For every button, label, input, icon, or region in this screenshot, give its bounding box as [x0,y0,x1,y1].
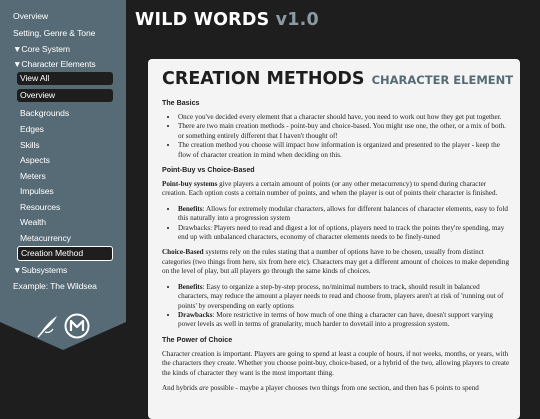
benefits-label: Benefits [178,282,203,291]
sidebar-item-overview[interactable]: Overview [13,11,49,21]
hybrid-text-b: possible - maybe a player chooses two things from one section, and then has 6 points to spend [208,383,479,392]
choice-list [162,283,511,330]
quill-logo-icon[interactable] [33,312,61,340]
page-title [162,69,513,89]
choice-paragraph [162,248,511,276]
sidebar-item-impulses[interactable]: Impulses [20,186,54,196]
sidebar-item-core-system[interactable]: ▼Core System [13,44,70,54]
list-item: • The creation method you choose will impact how information is organized and presented to the player - keep the flow of character creation in mind when deciding on this. [178,141,511,160]
hybrid-emphasis: are [199,383,209,392]
sidebar-item-creation-method[interactable]: Creation Method [17,246,113,261]
sidebar [0,0,126,405]
drawbacks-label: Drawbacks [178,310,213,319]
sidebar-item-example-wildsea[interactable]: Example: The Wildsea [13,281,97,291]
sidebar-item-view-all[interactable]: View All [17,72,113,85]
choice-text: systems rely on the rules stating that a number of options have to be chosen, usually from distinct categories (two things from here, six from here etc). Characters may get a different amount of choices to make depending on the level of play, but all players go through the same kinds of choices. [162,248,510,276]
drawbacks-text: : More restrictive in terms of how much of one thing a character can have, doesn't support varying power levels as well in terms of granularity, much harder to dovetail into a progression system. [178,310,493,329]
power-paragraph: Character creation is important. Players are going to spend at least a couple of hours, if not weeks, months, or years, with the characters they create. Whether you choose point-buy, choice-based, or a hybrid of the two, allowing players to create the kinds of character they want is the most important thing. [162,349,510,377]
pointbuy-list [162,205,511,243]
choice-term: Choice-Based [162,248,204,257]
sidebar-item-setting-genre-tone[interactable]: Setting, Genre & Tone [13,28,96,38]
list-item: • Once you've decided every element that a character should have, you need to work out how they get put together. [178,113,511,122]
drawbacks-text: : Players need to read and digest a lot of options, players need to track the points they're spending, may end up with unbalanced characters, economy of character elements needs to be finely-tuned [178,223,505,242]
page-title-text: CREATION METHODS [162,69,365,89]
benefits-label: Benefits [178,204,203,213]
sidebar-item-overview-sub[interactable]: Overview [17,89,113,102]
page-subtitle: CHARACTER ELEMENT [371,73,514,87]
content-panel [148,59,520,419]
sidebar-item-character-elements[interactable]: ▼Character Elements [13,59,96,69]
app-title-text: WILD WORDS [135,10,270,30]
sidebar-item-resources[interactable]: Resources [20,202,61,212]
app-title [135,10,319,30]
section-heading-basics: The Basics [162,99,200,107]
sidebar-item-meters[interactable]: Meters [20,171,46,181]
list-item [178,283,511,311]
sidebar-item-wealth[interactable]: Wealth [20,217,46,227]
sidebar-item-metacurrency[interactable]: Metacurrency [20,233,71,243]
pointbuy-term: Point-buy systems [162,180,218,189]
sidebar-item-backgrounds[interactable]: Backgrounds [20,108,70,118]
benefits-text: : Allows for extremely modular characters, allows for different balances of character elements, easy to fold this naturally into a progression system [178,204,508,223]
sidebar-item-aspects[interactable]: Aspects [20,155,50,165]
section-heading-power: The Power of Choice [162,335,233,344]
basics-list [162,113,511,160]
pointbuy-paragraph [162,180,511,199]
sidebar-item-edges[interactable]: Edges [20,124,44,134]
hybrid-text-a: And hybrids [162,383,200,392]
drawbacks-label: Drawbacks [178,223,211,232]
list-item [178,224,511,243]
sidebar-item-subsystems[interactable]: ▼Subsystems [13,265,68,275]
app-version: v1.0 [275,10,319,30]
pointbuy-text: give players a certain amount of points (or any other metacurrency) to spend during character creation. Each option costs a certain number of points, and when the player is out of points their character is finished. [162,180,498,198]
list-item [178,311,511,330]
list-item [178,205,511,224]
m-seal-logo-icon[interactable] [64,313,90,339]
article-body [162,99,511,399]
hybrid-paragraph [162,384,511,393]
list-item: • There are two main creation methods - point-buy and choice-based. You might use one, the other, or a mix of both. or something entirely different that I haven't thought of! [178,122,511,141]
benefits-text: : Easy to organize a step-by-step process, no/minimal numbers to track, should result in balanced characters, may reduce the amount a player needs to read and choose from, players aren't at risk of 'running out of points' by overspending on early options [178,282,504,310]
sidebar-item-skills[interactable]: Skills [20,140,40,150]
section-heading-pointbuy: Point-Buy vs Choice-Based [162,166,255,175]
